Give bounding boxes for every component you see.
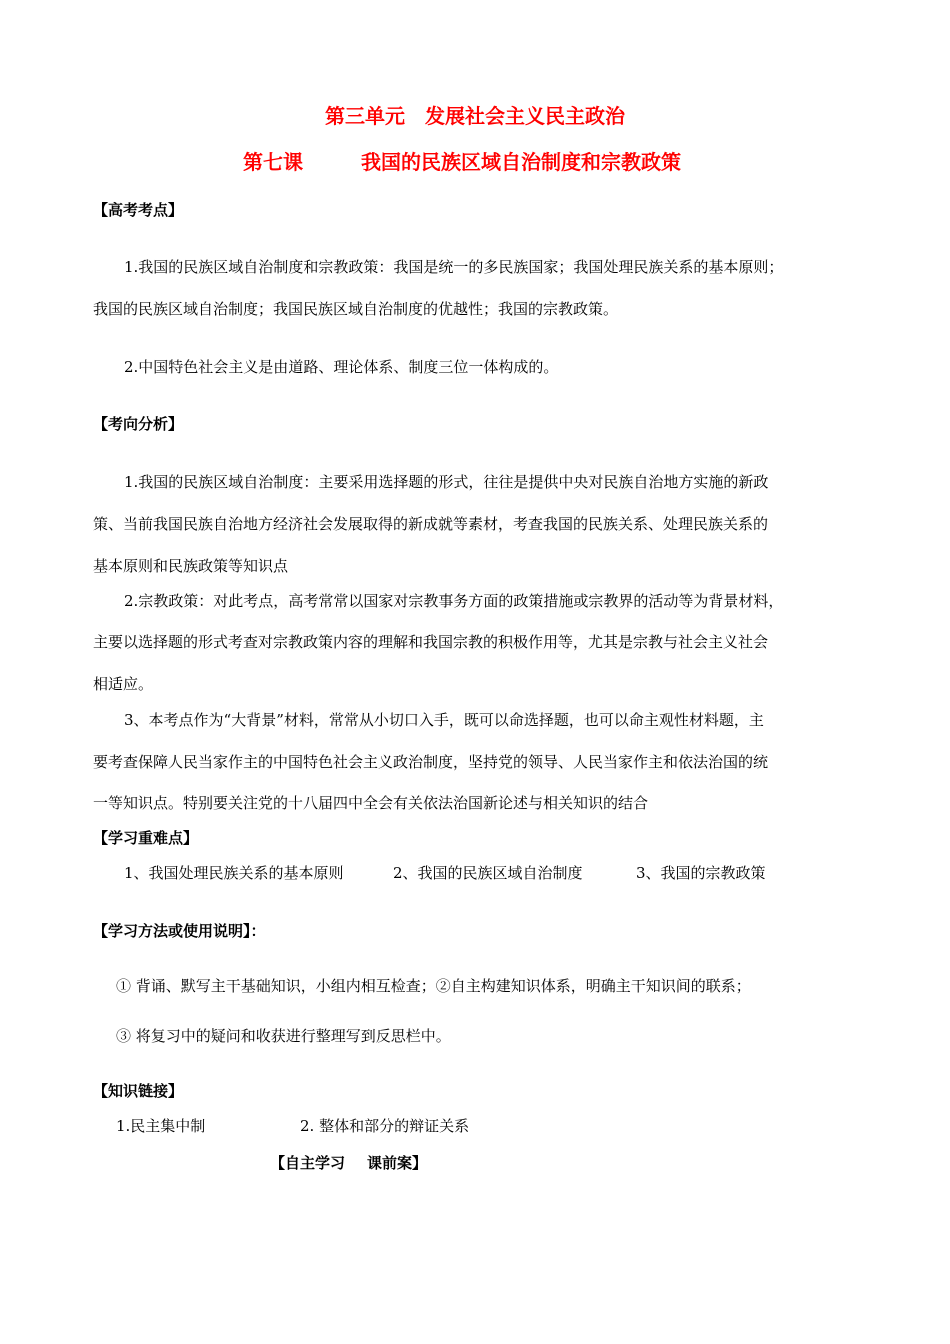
- kaoxiang-fenxi-p2-line1: 2.宗教政策：对此考点，高考常常以国家对宗教事务方面的政策措施或宗教界的活动等为背景材料，: [124, 592, 784, 610]
- xuexi-zhongnandian-item1: 1、我国处理民族关系的基本原则: [124, 864, 344, 882]
- gaokao-kaodian-p2-line1: 2.中国特色社会主义是由道路、理论体系、制度三位一体构成的。: [124, 358, 559, 376]
- kaoxiang-fenxi-p1-line2: 策、当前我国民族自治地方经济社会发展取得的新成就等素材，考查我国的民族关系、处理民族关系的: [93, 515, 769, 533]
- gaokao-kaodian-p1-line1: 1.我国的民族区域自治制度和宗教政策：我国是统一的多民族国家；我国处理民族关系的基本原则；: [124, 258, 784, 276]
- xuexi-zhongnandian-item2: 2、我国的民族区域自治制度: [393, 864, 583, 882]
- lesson-title-number: 第七课: [243, 150, 303, 174]
- section-heading-kaoxiang-fenxi: 【考向分析】: [93, 415, 184, 433]
- xuexi-zhongnandian-item3: 3、我国的宗教政策: [636, 864, 766, 882]
- xuexi-fangfa-line2: ③ 将复习中的疑问和收获进行整理写到反思栏中。: [116, 1027, 451, 1045]
- zizhu-xuexi-heading-part1: 【自主学习: [270, 1154, 346, 1172]
- zizhu-xuexi-heading-part2: 课前案】: [367, 1154, 428, 1172]
- kaoxiang-fenxi-p3-line3: 一等知识点。特别要关注党的十八届四中全会有关依法治国新论述与相关知识的结合: [93, 794, 649, 812]
- xuexi-fangfa-line1: ① 背诵、默写主干基础知识，小组内相互检查；②自主构建知识体系，明确主干知识间的联系；: [116, 977, 751, 995]
- section-heading-gaokao-kaodian: 【高考考点】: [93, 201, 184, 219]
- section-heading-xuexi-zhongnandian: 【学习重难点】: [93, 829, 199, 847]
- section-heading-xuexi-fangfa: 【学习方法或使用说明】：: [93, 922, 266, 940]
- lesson-title-text: 我国的民族区域自治制度和宗教政策: [361, 150, 681, 174]
- lesson-title: [243, 146, 681, 175]
- section-heading-zizhu-xuexi: [270, 1152, 427, 1173]
- kaoxiang-fenxi-p2-line3: 相适应。: [93, 675, 154, 693]
- unit-title-number: 第三单元: [325, 104, 405, 128]
- kaoxiang-fenxi-p3-line1: 3、本考点作为“大背景”材料，常常从小切口入手，既可以命选择题，也可以命主观性材料题，主: [124, 711, 764, 729]
- gaokao-kaodian-p1-line2: 我国的民族区域自治制度；我国民族区域自治制度的优越性；我国的宗教政策。: [93, 300, 619, 318]
- section-heading-zhishi-lianjie: 【知识链接】: [93, 1082, 184, 1100]
- kaoxiang-fenxi-p1-line3: 基本原则和民族政策等知识点: [93, 557, 289, 575]
- unit-title: [0, 100, 950, 129]
- zhishi-lianjie-item2: 2. 整体和部分的辩证关系: [300, 1117, 470, 1135]
- kaoxiang-fenxi-p3-line2: 要考查保障人民当家作主的中国特色社会主义政治制度，坚持党的领导、人民当家作主和依法治国的统: [93, 753, 769, 771]
- unit-title-text: 发展社会主义民主政治: [425, 104, 625, 128]
- kaoxiang-fenxi-p2-line2: 主要以选择题的形式考查对宗教政策内容的理解和我国宗教的积极作用等，尤其是宗教与社会主义社会: [93, 633, 769, 651]
- zhishi-lianjie-item1: 1.民主集中制: [116, 1117, 206, 1135]
- kaoxiang-fenxi-p1-line1: 1.我国的民族区域自治制度：主要采用选择题的形式，往往是提供中央对民族自治地方实施的新政: [124, 473, 769, 491]
